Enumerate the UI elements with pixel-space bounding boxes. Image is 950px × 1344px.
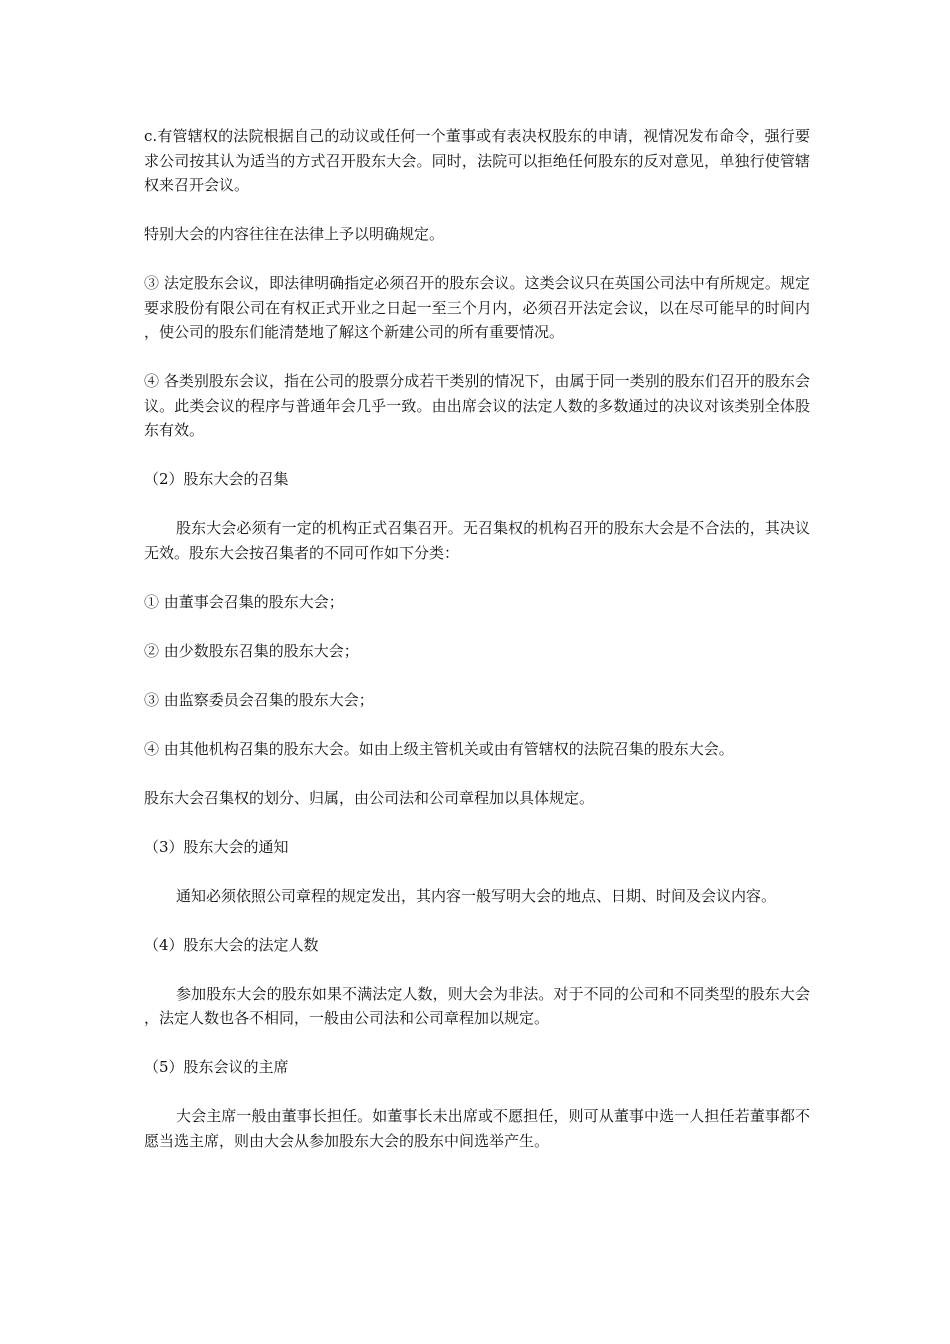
paragraph-class-meeting: ④ 各类别股东会议，指在公司的股票分成若干类别的情况下，由属于同一类别的股东们召开的股东会议。此类会议的程序与普通年会几乎一致。由出席会议的法定人数的多数通过的决议对该类别全体股东有效。 <box>144 372 810 439</box>
list-item-supervisory-convened: ③ 由监察委员会召集的股东大会； <box>144 690 374 709</box>
paragraph-chairman-body: 大会主席一般由董事长担任。如董事长未出席或不愿担任，则可从董事中选一人担任若董事都不愿当选主席，则由大会从参加股东大会的股东中间选举产生。 <box>144 1107 810 1150</box>
paragraph-special-meeting-note: 特别大会的内容往往在法律上予以明确规定。 <box>144 225 445 243</box>
paragraph-convening-body: 股东大会必须有一定的机构正式召集召开。无召集权的机构召开的股东大会是不合法的，其决议无效。股东大会按召集者的不同可作如下分类： <box>144 519 810 562</box>
paragraph-statutory-meeting: ③ 法定股东会议，即法律明确指定必须召开的股东会议。这类会议只在英国公司法中有所规定。规定要求股份有限公司在有权正式开业之日起一至三个月内，必须召开法定会议，以在尽可能早的时间内，使公司的股东们能清楚地了解这个新建公司的所有重要情况。 <box>144 274 810 341</box>
section-heading-notice: （3）股东大会的通知 <box>144 837 289 856</box>
paragraph-court-convening: c.有管辖权的法院根据自己的动议或任何一个董事或有表决权股东的申请，视情况发布命令，强行要求公司按其认为适当的方式召开股东大会。同时，法院可以拒绝任何股东的反对意见，单独行使管辖权来召开会议。 <box>144 127 810 194</box>
paragraph-convening-rights: 股东大会召集权的划分、归属，由公司法和公司章程加以具体规定。 <box>144 788 595 807</box>
section-heading-convening: （2）股东大会的召集 <box>144 470 289 488</box>
document-body <box>144 124 810 1178</box>
paragraph-quorum-body: 参加股东大会的股东如果不满法定人数，则大会为非法。对于不同的公司和不同类型的股东大会，法定人数也各不相同，一般由公司法和公司章程加以规定。 <box>144 984 810 1027</box>
list-item-minority-convened: ② 由少数股东召集的股东大会； <box>144 641 359 660</box>
section-heading-quorum: （4）股东大会的法定人数 <box>144 935 319 954</box>
list-item-other-convened: ④ 由其他机构召集的股东大会。如由上级主管机关或由有管辖权的法院召集的股东大会。 <box>144 739 734 758</box>
section-heading-chairman: （5）股东会议的主席 <box>144 1058 289 1076</box>
paragraph-notice-body: 通知必须依照公司章程的规定发出，其内容一般写明大会的地点、日期、时间及会议内容。 <box>176 886 777 905</box>
list-item-board-convened: ① 由董事会召集的股东大会； <box>144 592 344 611</box>
